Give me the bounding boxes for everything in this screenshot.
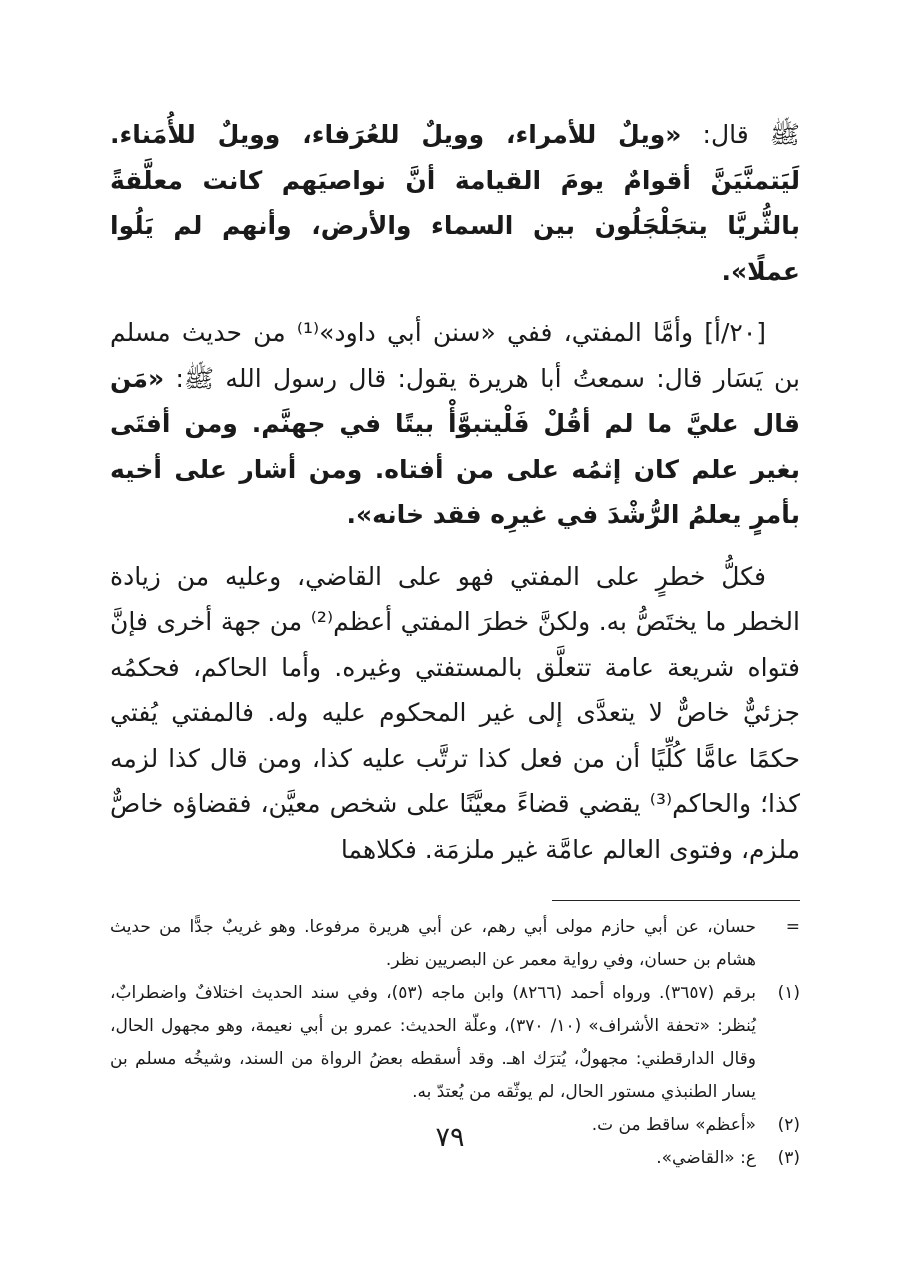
footnote-continuation (110, 911, 800, 977)
footnote-text: برقم (٣٦٥٧). ورواه أحمد (٨٢٦٦) وابن ماجه (٥٣)، وفي سند الحديث اختلافٌ واضطرابٌ، يُنظر: «تحفة الأشراف» (١٠/ ٣٧٠)، وعلّة الحديث: عمرو بن أبي نعيمة، وهو مجهول الحال، وقال الدارقطني: مجهولٌ، يُترَك اهـ. وقد أسقطه بعضُ الرواة من السند، وشيخُه مسلم بن يسار الطنبذي مستور الحال، لم يوثّقه من يُعتدّ به. (110, 983, 756, 1102)
footnote-text: «أعظم» ساقط من ت. (591, 1115, 756, 1135)
footnote-marker: (٣) (777, 1148, 800, 1168)
page-number: ٧٩ (435, 1122, 465, 1153)
paragraph-1-intro: ﷺ قال: (681, 120, 800, 149)
footnote-1 (110, 977, 800, 1109)
paragraph-3 (110, 554, 800, 873)
footnote-marker: (١) (777, 983, 800, 1003)
page-body (110, 112, 800, 1175)
paragraph-1-hadith-quote: «ويلٌ للأمراء، وويلٌ للعُرَفاء، وويلٌ للأُمَناء. لَيَتمنَّيَنَّ أقوامٌ يومَ القيامة أنَّ نواصيَهم كانت معلَّقةً بالثُّريَّا يتجَلْجَلُون بين السماء والأرض، وأنهم لم يَلُوا عملًا». (110, 120, 800, 286)
footnote-divider (552, 900, 800, 901)
footnote-text: حسان، عن أبي حازم مولى أبي رهم، عن أبي هريرة مرفوعا. وهو غريبٌ جدًّا من حديث هشام بن حسان، وفي رواية معمر عن البصريين نظر. (110, 917, 756, 970)
footnote-marker: (٢) (777, 1115, 800, 1135)
paragraph-2 (110, 310, 800, 538)
paragraph-1 (110, 112, 800, 294)
paragraph-3-text: فكلُّ خطرٍ على المفتي فهو على القاضي، وعليه من زيادة الخطر ما يختَصُّ به. ولكنَّ خطرَ المفتي أعظم⁽²⁾ من جهة أخرى فإنَّ فتواه شريعة عامة تتعلَّق بالمستفتي وغيره. وأما الحاكم، فحكمُه جزئيٌّ خاصٌّ لا يتعدَّى إلى غير المحكوم عليه وله. فالمفتي يُفتي حكمًا عامًّا كُلِّيًا أن من فعل كذا ترتَّب عليه كذا، ومن قال كذا لزمه كذا؛ والحاكم⁽³⁾ يقضي قضاءً معيَّنًا على شخص معيَّن، فقضاؤه خاصٌّ ملزم، وفتوى العالم عامَّة غير ملزمَة. فكلاهما (110, 561, 800, 864)
footnote-marker: = (785, 917, 800, 937)
paragraph-2-hadith-quote: «مَن قال عليَّ ما لم أقُلْ فَلْيتبوَّأْ بيتًا في جهنَّم. ومن أفتَى بغير علم كان إثمُه على من أفتاه. ومن أشار على أخيه بأمرٍ يعلمُ الرُّشْدَ في غيرِه فقد خانه». (110, 363, 800, 529)
paragraph-2-intro: [٢٠/أ] وأمَّا المفتي، ففي «سنن أبي داود»⁽¹⁾ من حديث مسلم بن يَسَار قال: سمعتُ أبا هريرة يقول: قال رسول الله ﷺ: (110, 318, 800, 393)
footnote-text: ع: «القاضي». (656, 1148, 756, 1168)
